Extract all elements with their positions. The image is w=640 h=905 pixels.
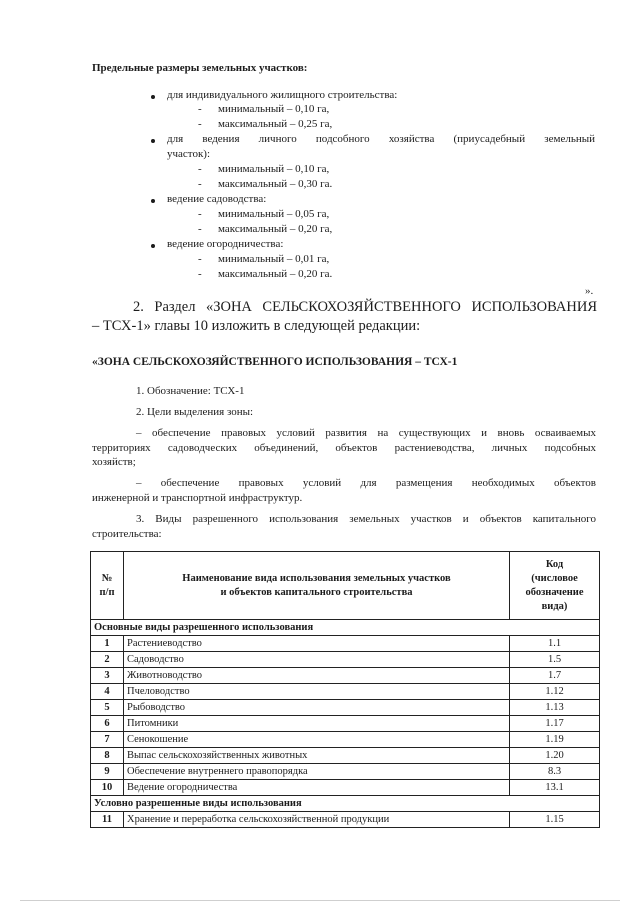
- row-number: 10: [91, 780, 124, 796]
- row-use-name: Животноводство: [124, 668, 510, 684]
- dash: -: [198, 253, 202, 265]
- row-use-name: Питомники: [124, 716, 510, 732]
- row-number: 11: [91, 812, 124, 828]
- row-number: 5: [91, 700, 124, 716]
- item3-line2: строительства:: [92, 528, 162, 540]
- row-code: 8.3: [510, 764, 600, 780]
- goal2-line2: инженерной и транспортной инфраструктур.: [92, 492, 303, 504]
- table-header-row: [91, 552, 600, 620]
- table-section-row: [91, 620, 600, 636]
- limit-min: минимальный – 0,10 га,: [218, 163, 330, 175]
- row-code: 13.1: [510, 780, 600, 796]
- col-name-header: Наименование вида использования земельных участков и объектов капитального строительства: [124, 552, 510, 620]
- row-code: 1.20: [510, 748, 600, 764]
- limit-max: максимальный – 0,25 га,: [218, 118, 333, 130]
- goal1-line3: хозяйств;: [92, 456, 136, 468]
- closing-quote: ».: [585, 285, 594, 297]
- table-row: [91, 764, 600, 780]
- section-conditional-label: Условно разрешенные виды использования: [91, 796, 600, 812]
- limit-label-line1: для ведения личного подсобного хозяйства (приусадебный земельный: [167, 133, 595, 145]
- dash: -: [198, 223, 202, 235]
- item-goals: 2. Цели выделения зоны:: [136, 406, 254, 418]
- dash: -: [198, 103, 202, 115]
- row-code: 1.19: [510, 732, 600, 748]
- table-row: [91, 812, 600, 828]
- row-number: 3: [91, 668, 124, 684]
- section-main-label: Основные виды разрешенного использования: [91, 620, 600, 636]
- row-number: 4: [91, 684, 124, 700]
- row-number: 7: [91, 732, 124, 748]
- dash: -: [198, 178, 202, 190]
- section2-line1: 2. Раздел «ЗОНА СЕЛЬСКОХОЗЯЙСТВЕННОГО ИСПОЛЬЗОВАНИЯ: [133, 299, 597, 315]
- section2-line2: – ТСХ-1» главы 10 изложить в следующей редакции:: [92, 318, 421, 334]
- row-use-name: Хранение и переработка сельскохозяйственной продукции: [124, 812, 510, 828]
- limit-max: максимальный – 0,30 га.: [218, 178, 333, 190]
- limit-max: максимальный – 0,20 га,: [218, 223, 333, 235]
- row-use-name: Обеспечение внутреннего правопорядка: [124, 764, 510, 780]
- row-code: 1.7: [510, 668, 600, 684]
- row-use-name: Садоводство: [124, 652, 510, 668]
- page-bottom-edge: [20, 900, 620, 901]
- limit-label: ведение огородничества:: [167, 238, 284, 250]
- table-row: [91, 716, 600, 732]
- limit-min: минимальный – 0,05 га,: [218, 208, 330, 220]
- dash: -: [198, 268, 202, 280]
- table-row: [91, 748, 600, 764]
- col-code-header: Код (числовое обозначение вида): [510, 552, 600, 620]
- limit-max: максимальный – 0,20 га.: [218, 268, 333, 280]
- table-row: [91, 652, 600, 668]
- bullet-dot: [151, 244, 155, 248]
- limit-label-line2: участок):: [167, 148, 211, 160]
- row-number: 2: [91, 652, 124, 668]
- table-row: [91, 684, 600, 700]
- table-row: [91, 700, 600, 716]
- limit-label: ведение садоводства:: [167, 193, 267, 205]
- table-section-row: [91, 796, 600, 812]
- row-use-name: Ведение огородничества: [124, 780, 510, 796]
- row-code: 1.17: [510, 716, 600, 732]
- row-code: 1.1: [510, 636, 600, 652]
- dash: -: [198, 118, 202, 130]
- row-use-name: Пчеловодство: [124, 684, 510, 700]
- row-use-name: Сенокошение: [124, 732, 510, 748]
- table-row: [91, 780, 600, 796]
- limits-heading: Предельные размеры земельных участков:: [92, 62, 308, 74]
- item-designation: 1. Обозначение: ТСХ-1: [136, 385, 245, 397]
- table-row: [91, 636, 600, 652]
- row-use-name: Выпас сельскохозяйственных животных: [124, 748, 510, 764]
- row-code: 1.12: [510, 684, 600, 700]
- limit-min: минимальный – 0,10 га,: [218, 103, 330, 115]
- table-row: [91, 668, 600, 684]
- land-use-table: [90, 551, 600, 828]
- row-number: 6: [91, 716, 124, 732]
- dash: -: [198, 208, 202, 220]
- row-number: 8: [91, 748, 124, 764]
- row-code: 1.5: [510, 652, 600, 668]
- row-number: 9: [91, 764, 124, 780]
- row-code: 1.13: [510, 700, 600, 716]
- col-number-header: № п/п: [91, 552, 124, 620]
- bullet-dot: [151, 139, 155, 143]
- item3-line1: 3. Виды разрешенного использования земельных участков и объектов капитального: [136, 513, 596, 525]
- goal1-line2: территориях садоводческих объединений, объектов растениеводства, личных подсобных: [92, 442, 596, 454]
- bullet-dot: [151, 199, 155, 203]
- row-code: 1.15: [510, 812, 600, 828]
- row-number: 1: [91, 636, 124, 652]
- table-row: [91, 732, 600, 748]
- bullet-dot: [151, 95, 155, 99]
- row-use-name: Рыбоводство: [124, 700, 510, 716]
- dash: -: [198, 163, 202, 175]
- goal2-line1: – обеспечение правовых условий для размещения необходимых объектов: [136, 477, 596, 489]
- limit-min: минимальный – 0,01 га,: [218, 253, 330, 265]
- row-use-name: Растениеводство: [124, 636, 510, 652]
- limit-label: для индивидуального жилищного строительства:: [167, 89, 398, 101]
- goal1-line1: – обеспечение правовых условий развития на существующих и вновь осваиваемых: [136, 427, 596, 439]
- zone-title: «ЗОНА СЕЛЬСКОХОЗЯЙСТВЕННОГО ИСПОЛЬЗОВАНИЯ – ТСХ-1: [92, 356, 458, 368]
